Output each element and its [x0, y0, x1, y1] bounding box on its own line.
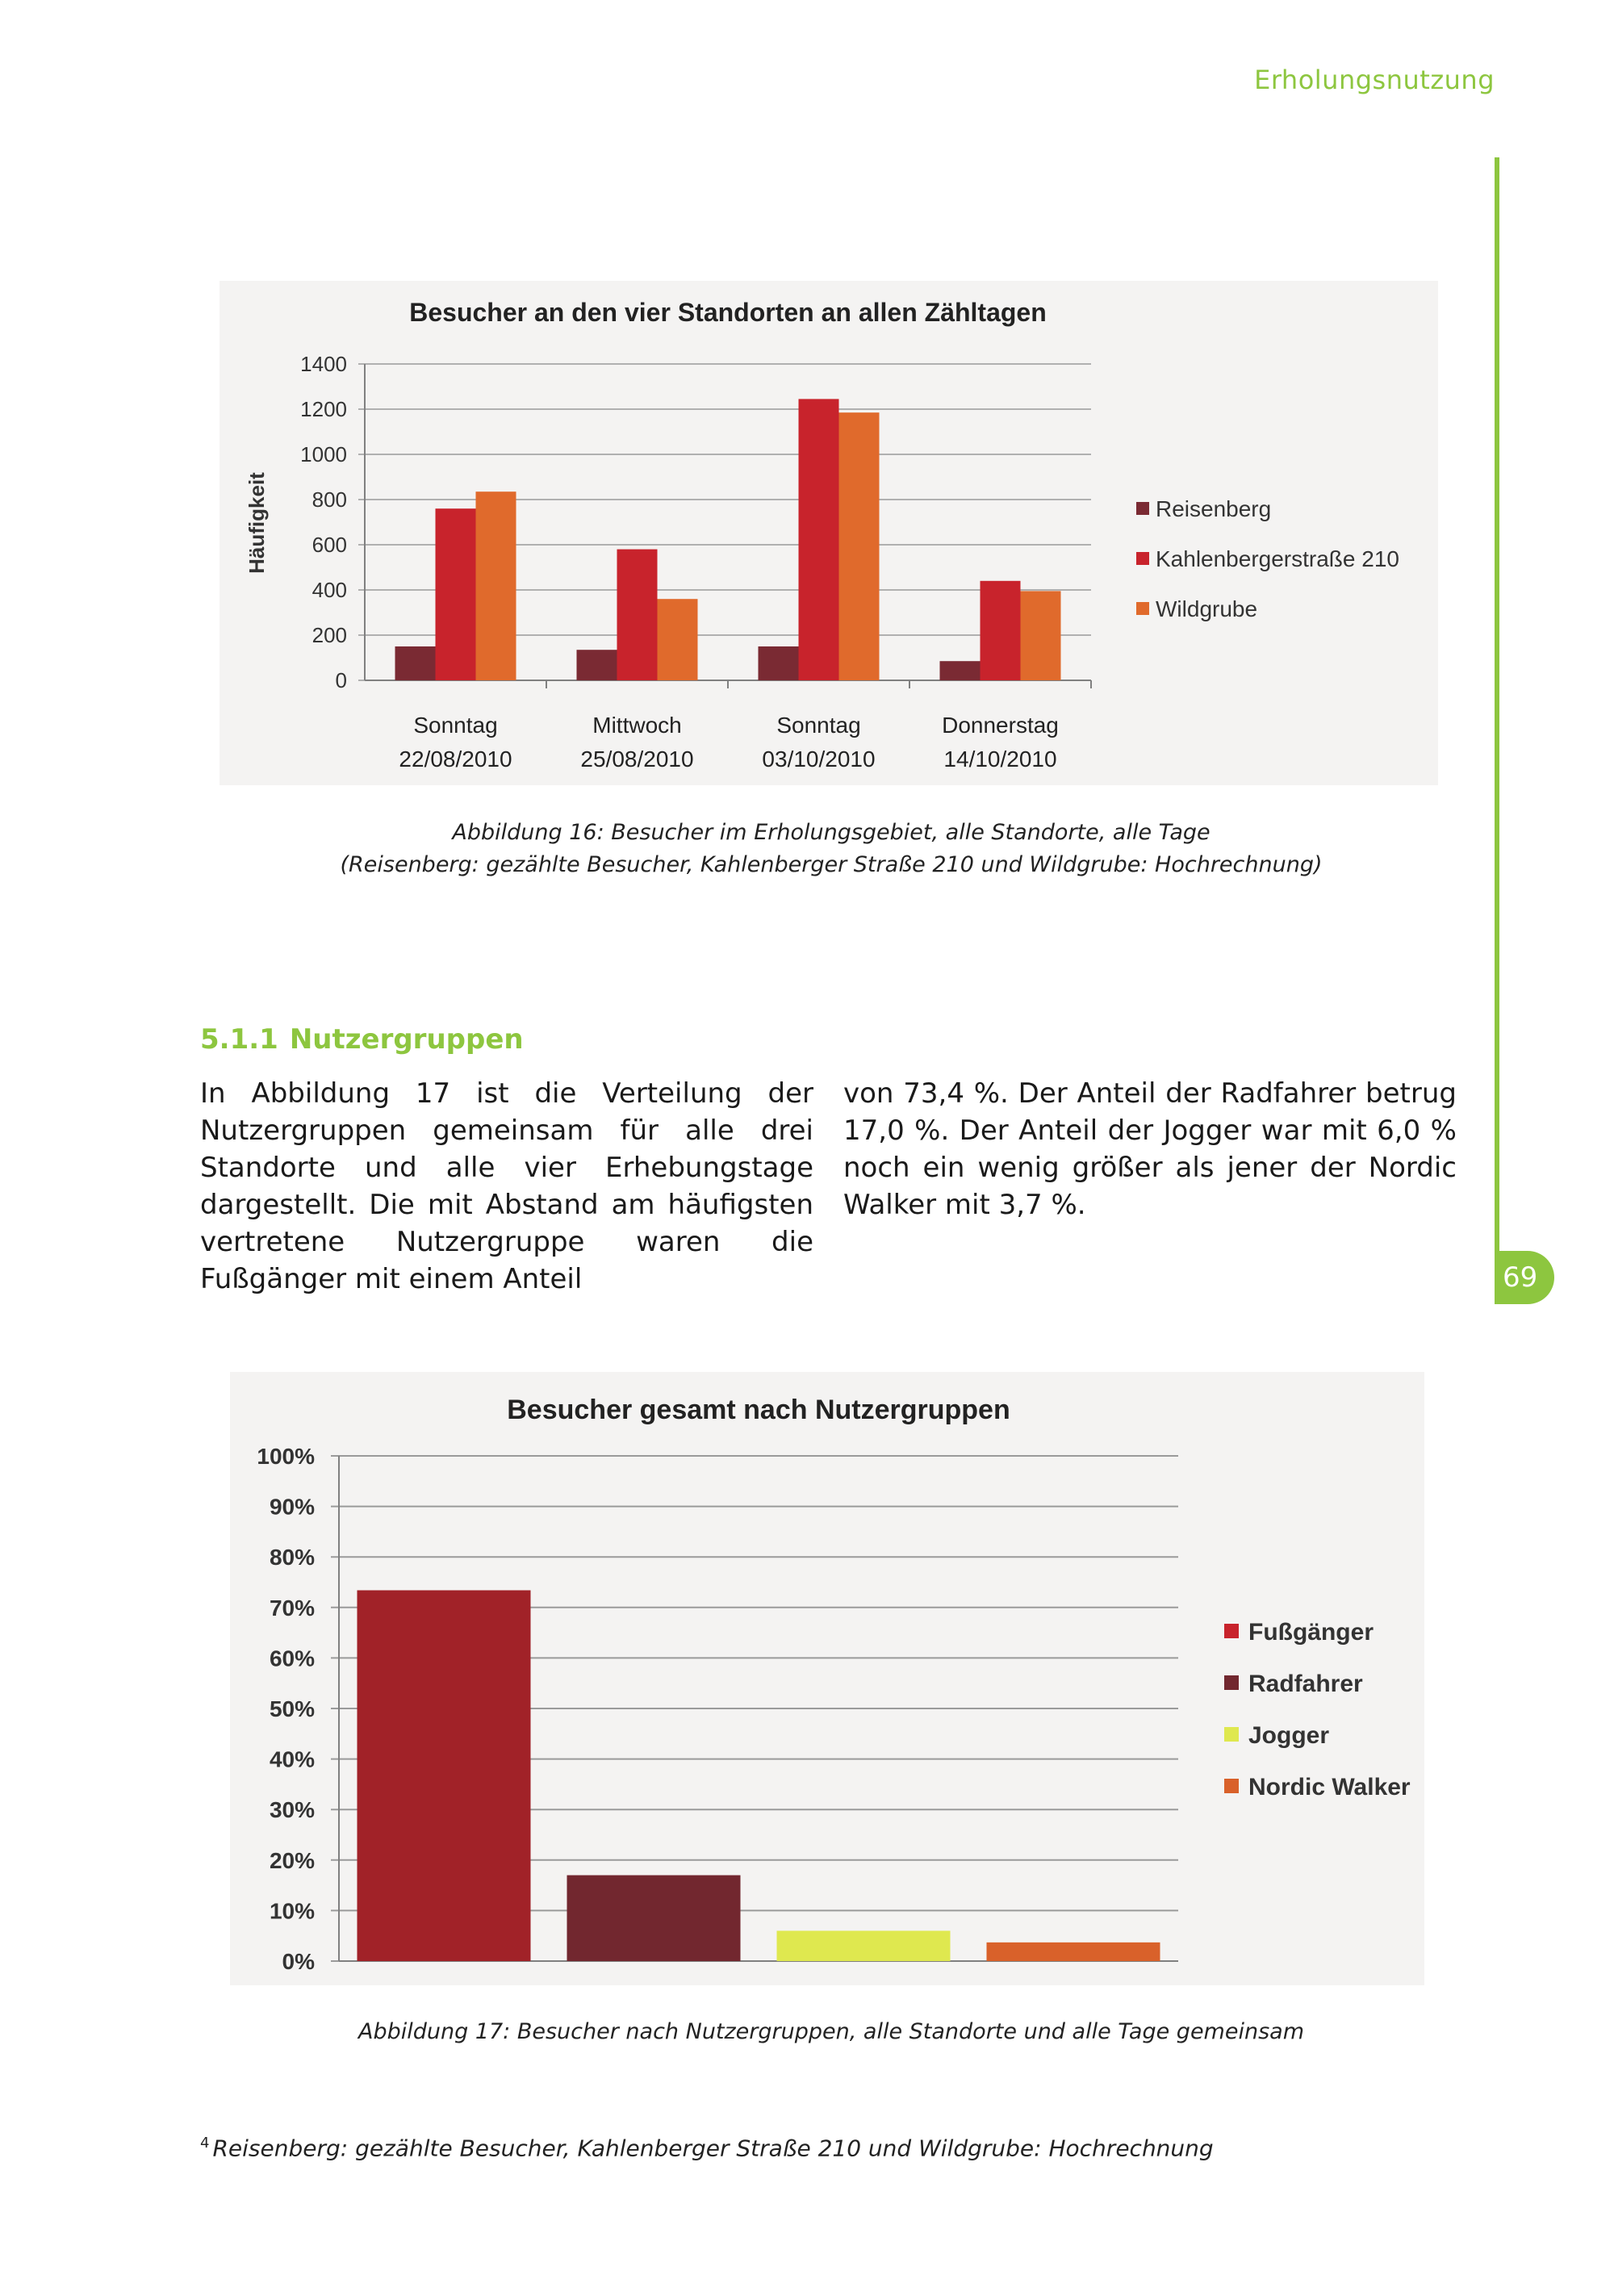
chart1-ytick-label: 400: [312, 578, 347, 602]
chart1-bar: [617, 550, 658, 680]
chart1-ytick-label: 0: [335, 668, 347, 692]
chart2-ytick-label: 40%: [269, 1746, 315, 1772]
chart1-bar: [839, 412, 880, 680]
chart2-legend-label: Fußgänger: [1248, 1619, 1374, 1646]
section-title: Nutzergruppen: [289, 1023, 524, 1056]
chart2-ytick-label: 20%: [269, 1847, 315, 1873]
chart1-bar: [436, 508, 476, 680]
chart1-category-date: 22/08/2010: [399, 747, 512, 772]
body-text-right-column: von 73,4 %. Der Anteil der Radfahrer betrug 17,0 %. Der Anteil der Jogger war mit 6,0 % noch ein wenig größer als jener der Nordic Walker mit 3,7 %.: [843, 1077, 1457, 1221]
running-header: Erholungsnutzung: [1254, 65, 1495, 95]
chart2-bar: [567, 1876, 741, 1961]
chart1-ytick-label: 1200: [300, 397, 347, 421]
chart1-bar: [577, 650, 617, 680]
figure-16-caption: [242, 817, 1420, 881]
chart1-ytick-label: 200: [312, 623, 347, 647]
chart2-title: Besucher gesamt nach Nutzergruppen: [507, 1395, 1010, 1425]
chart2-bar: [358, 1591, 531, 1961]
chart2-ytick-label: 80%: [269, 1545, 315, 1570]
chart1-category-label: Donnerstag: [942, 713, 1059, 738]
chart1-ylabel: Häufigkeit: [245, 472, 269, 574]
chart2-legend-label: Jogger: [1248, 1722, 1330, 1749]
chart2-ytick-label: 90%: [269, 1494, 315, 1520]
chart1-category-date: 14/10/2010: [943, 747, 1057, 772]
page-number-badge: 69: [1495, 1251, 1554, 1304]
figure-17-caption: Abbildung 17: Besucher nach Nutzergruppen, alle Standorte und alle Tage gemeinsam: [358, 2019, 1304, 2044]
chart1-ytick-label: 600: [312, 533, 347, 557]
chart2-ytick-label: 30%: [269, 1797, 315, 1823]
figure-16-chart: [220, 281, 1438, 785]
chart2-ytick-label: 0%: [282, 1949, 315, 1974]
chart2-ytick-label: 10%: [269, 1898, 315, 1924]
chart2-bar: [987, 1943, 1160, 1961]
chart2-legend-swatch: [1224, 1624, 1239, 1638]
chart1-title: Besucher an den vier Standorten an allen Zähltagen: [409, 298, 1047, 327]
chart2-ytick-label: 50%: [269, 1696, 315, 1721]
section-number: 5.1.1: [200, 1023, 278, 1056]
chart1-ytick-label: 1400: [300, 352, 347, 376]
chart1-bar: [981, 581, 1021, 680]
figure-16-caption-line2: (Reisenberg: gezählte Besucher, Kahlenberger Straße 210 und Wildgrube: Hochrechnung): [340, 852, 1323, 877]
chart1-legend-swatch: [1136, 502, 1149, 515]
chart1-legend-label: Reisenberg: [1156, 496, 1272, 521]
chart1-ytick-label: 1000: [300, 442, 347, 466]
chart1-category-label: Mittwoch: [592, 713, 682, 738]
chart1-legend-label: Wildgrube: [1156, 596, 1258, 621]
figure-17-svg: [230, 1372, 1424, 1985]
chart1-category-date: 25/08/2010: [580, 747, 694, 772]
chart1-bar: [658, 599, 698, 680]
chart1-category-label: Sonntag: [776, 713, 861, 738]
footnote-marker: 4: [200, 2135, 210, 2152]
chart1-bar: [759, 646, 799, 680]
side-rule: [1495, 157, 1499, 1255]
section-heading: [200, 1023, 535, 1056]
chart2-bar: [777, 1930, 951, 1961]
figure-16-caption-line1: Abbildung 16: Besucher im Erholungsgebiet, alle Standorte, alle Tage: [452, 820, 1210, 845]
chart2-legend-label: Nordic Walker: [1248, 1774, 1411, 1800]
chart1-bar: [476, 491, 516, 680]
figure-16-svg: [220, 281, 1438, 785]
chart1-legend-label: Kahlenbergerstraße 210: [1156, 546, 1399, 571]
chart2-legend-label: Radfahrer: [1248, 1671, 1363, 1697]
chart2-legend-swatch: [1224, 1727, 1239, 1742]
footnote: [200, 2135, 1214, 2161]
chart1-legend-swatch: [1136, 602, 1149, 615]
chart2-ytick-label: 70%: [269, 1595, 315, 1621]
chart1-bar: [799, 399, 839, 680]
chart2-legend-swatch: [1224, 1675, 1239, 1690]
figure-17-chart: [230, 1372, 1424, 1985]
chart1-legend-swatch: [1136, 552, 1149, 565]
footnote-text: Reisenberg: gezählte Besucher, Kahlenberger Straße 210 und Wildgrube: Hochrechnung: [212, 2135, 1214, 2162]
body-text-left-column: In Abbildung 17 ist die Verteilung der Nutzergruppen gemeinsam für alle drei Standorte und alle vier Erhebungstage dargestellt. Die mit Abstand am häufigsten vertretene Nutzergruppe waren die Fußgänger mit einem Anteil: [200, 1077, 813, 1295]
chart1-category-label: Sonntag: [413, 713, 498, 738]
chart2-ytick-label: 60%: [269, 1646, 315, 1671]
chart1-ytick-label: 800: [312, 487, 347, 512]
chart1-bar: [940, 661, 981, 680]
chart1-bar: [1021, 591, 1061, 680]
chart1-bar: [395, 646, 436, 680]
chart1-category-date: 03/10/2010: [762, 747, 876, 772]
chart2-legend-swatch: [1224, 1779, 1239, 1793]
chart2-ytick-label: 100%: [257, 1444, 315, 1469]
